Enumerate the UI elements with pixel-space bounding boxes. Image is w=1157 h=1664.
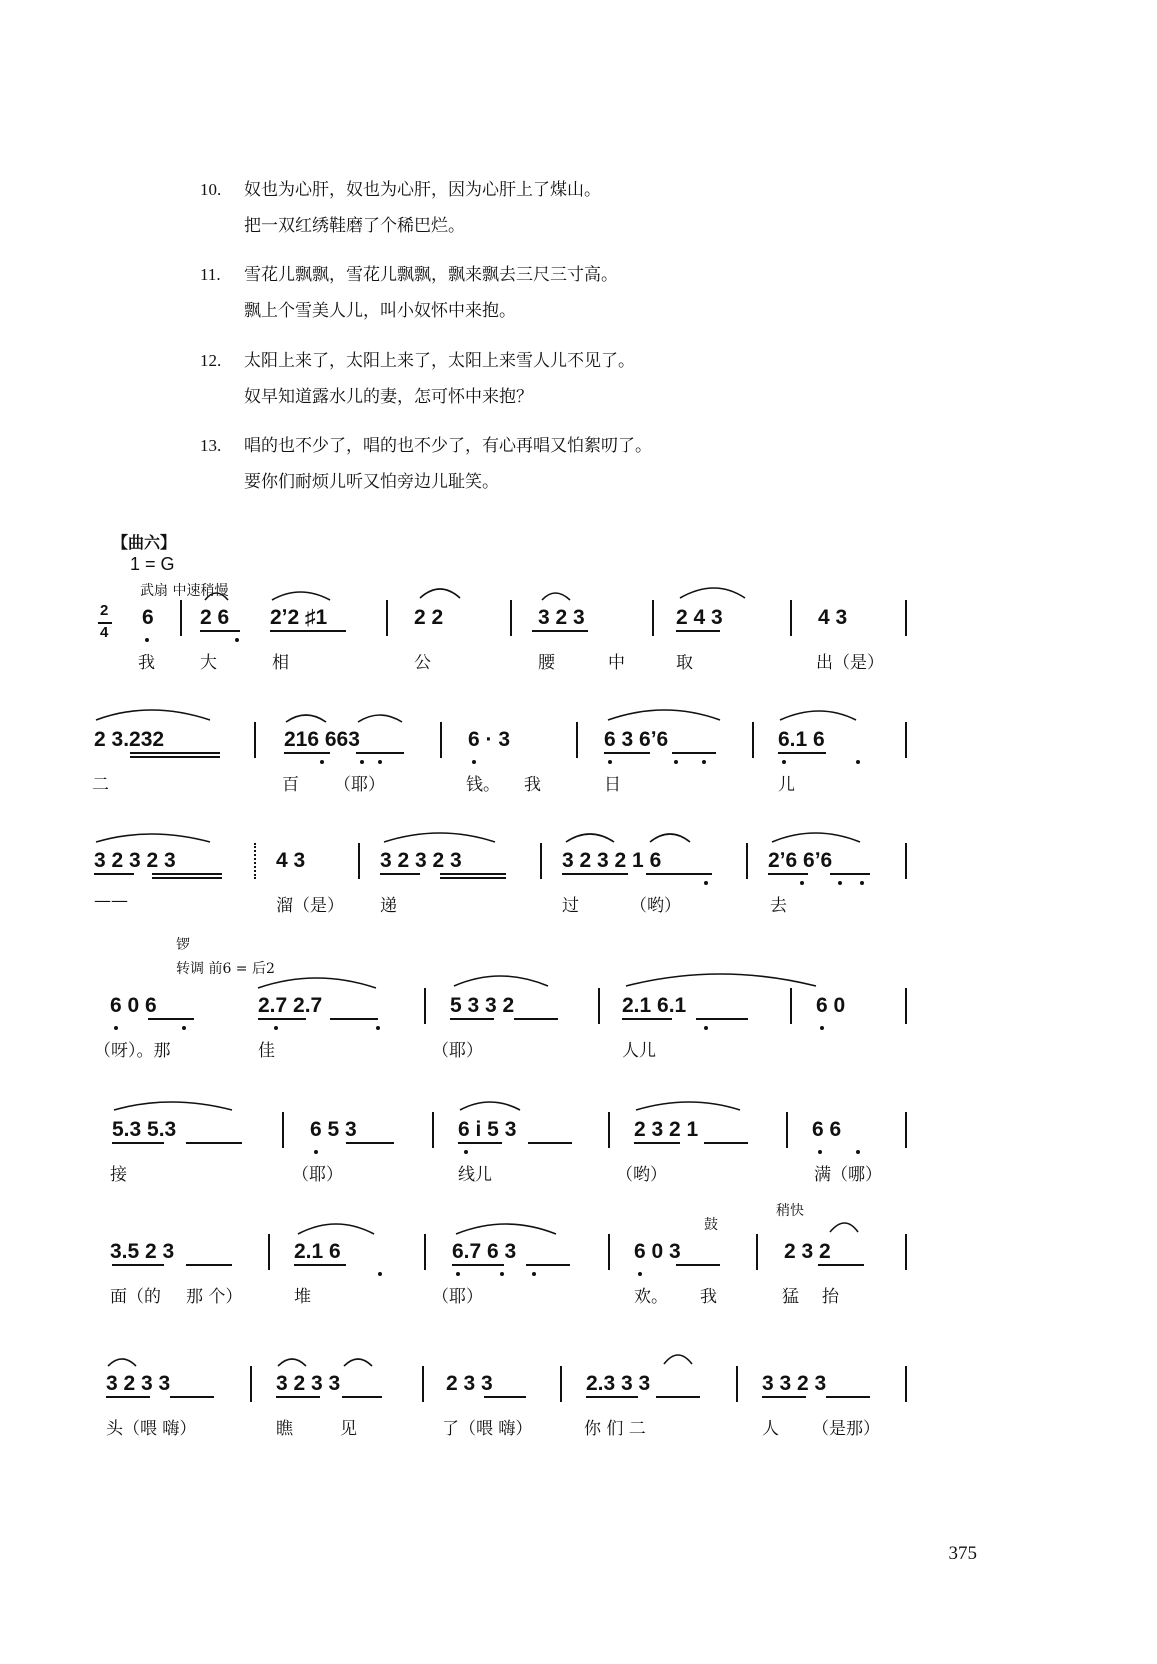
note-group: 3 2 3 3 xyxy=(106,1372,171,1395)
lyric: （是那） xyxy=(812,1419,880,1439)
note-group: 2 2 xyxy=(414,606,444,629)
lyric: 过 xyxy=(562,896,579,916)
lyric: —— xyxy=(94,891,128,911)
staff-row-2 xyxy=(0,722,1157,842)
slur xyxy=(454,976,548,986)
verse-line: 雪花儿飘飘，雪花儿飘飘，飘来飘去三尺三寸高。 xyxy=(244,265,618,285)
staff-row-7 xyxy=(0,1366,1157,1486)
note-group: 4 3 xyxy=(276,849,306,872)
time-signature-bottom: 4 xyxy=(100,624,109,641)
lyric: 堆 xyxy=(294,1287,311,1307)
note-group: 6 0 6 xyxy=(110,994,157,1017)
tempo-faster-note: 稍快 xyxy=(776,1203,804,1219)
lyric: 头（喂 嗨） xyxy=(106,1419,197,1439)
bar-line xyxy=(652,600,654,636)
lyric: 相 xyxy=(272,653,289,673)
lyric: 中 xyxy=(608,653,625,673)
lyric: 钱。 xyxy=(466,775,500,795)
bar-line xyxy=(440,722,442,758)
bar-line xyxy=(282,1112,284,1148)
tempo-note: 武扇 中速稍慢 xyxy=(140,583,229,599)
note-group: 6 0 xyxy=(816,994,846,1017)
bar-line xyxy=(608,1112,610,1148)
bar-line xyxy=(905,1366,907,1402)
lyric: 我 xyxy=(524,775,541,795)
lyric: （耶） xyxy=(292,1165,343,1185)
lyric: 瞧 xyxy=(276,1419,293,1439)
lyric: 溜（是） xyxy=(276,896,344,916)
lyric: 人儿 xyxy=(622,1041,656,1061)
slur xyxy=(542,593,570,600)
bar-line xyxy=(540,843,542,879)
lyric: 接 xyxy=(110,1165,127,1185)
bar-line xyxy=(905,600,907,636)
bar-line xyxy=(905,722,907,758)
lyric: （哟） xyxy=(630,896,681,916)
verse-line: 唱的也不少了，唱的也不少了，有心再唱又怕絮叨了。 xyxy=(244,436,652,456)
bar-line xyxy=(905,1234,907,1270)
note-group: 2 3 2 1 xyxy=(634,1118,699,1141)
note-group: 2 3 2 xyxy=(784,1240,831,1263)
lyric: 见 xyxy=(340,1419,357,1439)
verse-line: 飘上个雪美人儿，叫小奴怀中来抱。 xyxy=(244,301,516,321)
bar-line xyxy=(905,988,907,1024)
note-group: 2ʼ2 ♯1 xyxy=(270,606,328,629)
verse-number: 11. xyxy=(200,265,221,284)
note-group: 2.3 3 3 xyxy=(586,1372,651,1395)
note-group: 6 · 3 xyxy=(468,728,511,751)
note-group: 3 2 3 2 3 xyxy=(380,849,462,872)
bar-line xyxy=(756,1234,758,1270)
lyric: 递 xyxy=(380,896,397,916)
note-group: 2 4 3 xyxy=(676,606,723,629)
bar-line xyxy=(254,722,256,758)
note-group: 2 3.232 xyxy=(94,728,165,751)
note-group: 3 2 3 xyxy=(538,606,585,629)
note-group: 6 5 3 xyxy=(310,1118,357,1141)
modulation-note: 转调 前6 = 后2 xyxy=(176,961,275,977)
verse-number: 10. xyxy=(200,180,222,199)
note-group: 3 2 3 2 1 6 xyxy=(562,849,662,872)
bar-line xyxy=(510,600,512,636)
lyric: 你 们 二 xyxy=(584,1419,646,1439)
lyric: 猛 xyxy=(782,1287,799,1307)
note-group: 2.1 6.1 xyxy=(622,994,687,1017)
lyric: 腰 xyxy=(538,653,555,673)
bar-line xyxy=(608,1234,610,1270)
bar-line xyxy=(746,843,748,879)
bar-line xyxy=(905,1112,907,1148)
note-group: 216 663 xyxy=(284,728,360,751)
slur xyxy=(278,1359,306,1366)
note-group: 5.3 5.3 xyxy=(112,1118,177,1141)
slur xyxy=(664,1355,692,1364)
lyric: （哟） xyxy=(616,1165,667,1185)
note-group: 6 i 5 3 xyxy=(458,1118,517,1141)
bar-line xyxy=(424,988,426,1024)
song-title: 【曲六】 xyxy=(112,533,177,552)
slur xyxy=(108,1359,136,1366)
note-group: 6 3 6ʼ6 xyxy=(604,728,669,751)
staff-row-3 xyxy=(0,843,1157,963)
note-group: 2.1 6 xyxy=(294,1240,341,1263)
note-group: 2ʼ6 6ʼ6 xyxy=(768,849,833,872)
lyric: 面（的 xyxy=(110,1287,161,1307)
note-group: 3 3 2 3 xyxy=(762,1372,827,1395)
lyric: 满（哪） xyxy=(814,1165,882,1185)
lyric: 儿 xyxy=(778,775,795,795)
slur xyxy=(680,588,745,598)
key-signature: 1 = G xyxy=(130,554,175,574)
slur xyxy=(258,978,376,988)
gong-note: 锣 xyxy=(176,937,190,953)
page-number: 375 xyxy=(948,1543,977,1564)
lyric: 那 个） xyxy=(186,1287,243,1307)
lyric: 欢。 xyxy=(634,1287,668,1307)
staff-row-6 xyxy=(0,1234,1157,1354)
bar-line xyxy=(790,988,792,1024)
bar-line-dashed xyxy=(254,843,256,879)
lyric: 百 xyxy=(282,775,299,795)
note-group: 6 0 3 xyxy=(634,1240,681,1263)
note-group: 2 6 xyxy=(200,606,230,629)
bar-line xyxy=(180,600,182,636)
verse-line: 把一双红绣鞋磨了个稀巴烂。 xyxy=(244,216,465,236)
lyric: 我 xyxy=(700,1287,717,1307)
bar-line xyxy=(432,1112,434,1148)
note-group: 3 2 3 3 xyxy=(276,1372,341,1395)
bar-line xyxy=(422,1366,424,1402)
lyric: 公 xyxy=(414,653,431,673)
note-group: 3.5 2 3 xyxy=(110,1240,175,1263)
lyric: 大 xyxy=(200,653,217,673)
lyric: 二 xyxy=(92,775,109,795)
lyric: 日 xyxy=(604,775,621,795)
verse-line: 太阳上来了，太阳上来了，太阳上来雪人儿不见了。 xyxy=(244,351,635,371)
slur xyxy=(626,974,816,986)
bar-line xyxy=(752,722,754,758)
bar-line xyxy=(386,600,388,636)
bar-line xyxy=(598,988,600,1024)
bar-line xyxy=(424,1234,426,1270)
note-group: 3 2 3 2 3 xyxy=(94,849,176,872)
bar-line xyxy=(790,600,792,636)
verse-13 xyxy=(200,428,652,500)
time-signature-top: 2 xyxy=(100,602,109,619)
note-group: 6 xyxy=(142,606,154,629)
lyric: （耶） xyxy=(432,1287,483,1307)
lyric: 去 xyxy=(770,896,787,916)
verse-line: 奴早知道露水儿的妻，怎可怀中来抱？ xyxy=(244,387,533,407)
note-group: 6 6 xyxy=(812,1118,842,1141)
bar-line xyxy=(268,1234,270,1270)
verse-line: 奴也为心肝，奴也为心肝，因为心肝上了煤山。 xyxy=(244,180,601,200)
bar-line xyxy=(358,843,360,879)
lyric: 我 xyxy=(138,653,155,673)
note-group: 6.7 6 3 xyxy=(452,1240,517,1263)
verse-11 xyxy=(200,257,618,329)
bar-line xyxy=(250,1366,252,1402)
lyric: 抬 xyxy=(822,1287,839,1307)
verse-number: 13. xyxy=(200,436,222,455)
lyric: （耶） xyxy=(432,1041,483,1061)
note-group: 2.7 2.7 xyxy=(258,994,323,1017)
lyric: 线儿 xyxy=(458,1165,492,1185)
note-group: 4 3 xyxy=(818,606,848,629)
slur xyxy=(272,592,330,600)
lyric: 取 xyxy=(676,653,693,673)
bar-line xyxy=(786,1112,788,1148)
bar-line xyxy=(736,1366,738,1402)
lyric: （呀）。那 xyxy=(94,1041,171,1061)
staff-row-5 xyxy=(0,1112,1157,1232)
bar-line xyxy=(905,843,907,879)
verse-10 xyxy=(200,172,601,244)
verse-line: 要你们耐烦儿听又怕旁边儿耻笑。 xyxy=(244,472,499,492)
bar-line xyxy=(576,722,578,758)
lyric: 了（喂 嗨） xyxy=(442,1419,533,1439)
note-group: 5 3 3 2 xyxy=(450,994,515,1017)
lyric: 出（是） xyxy=(816,653,884,673)
drum-note: 鼓 xyxy=(704,1217,718,1233)
slur xyxy=(344,1359,372,1366)
slur xyxy=(420,589,460,598)
lyric: 佳 xyxy=(258,1041,275,1061)
note-group: 2 3 3 xyxy=(446,1372,493,1395)
lyric: 人 xyxy=(762,1419,779,1439)
lyric: （耶） xyxy=(334,775,385,795)
bar-line xyxy=(560,1366,562,1402)
verse-number: 12. xyxy=(200,351,222,370)
verse-12 xyxy=(200,343,635,415)
staff-row-4 xyxy=(0,988,1157,1108)
note-group: 6.1 6 xyxy=(778,728,825,751)
staff-row-1 xyxy=(0,600,1157,720)
